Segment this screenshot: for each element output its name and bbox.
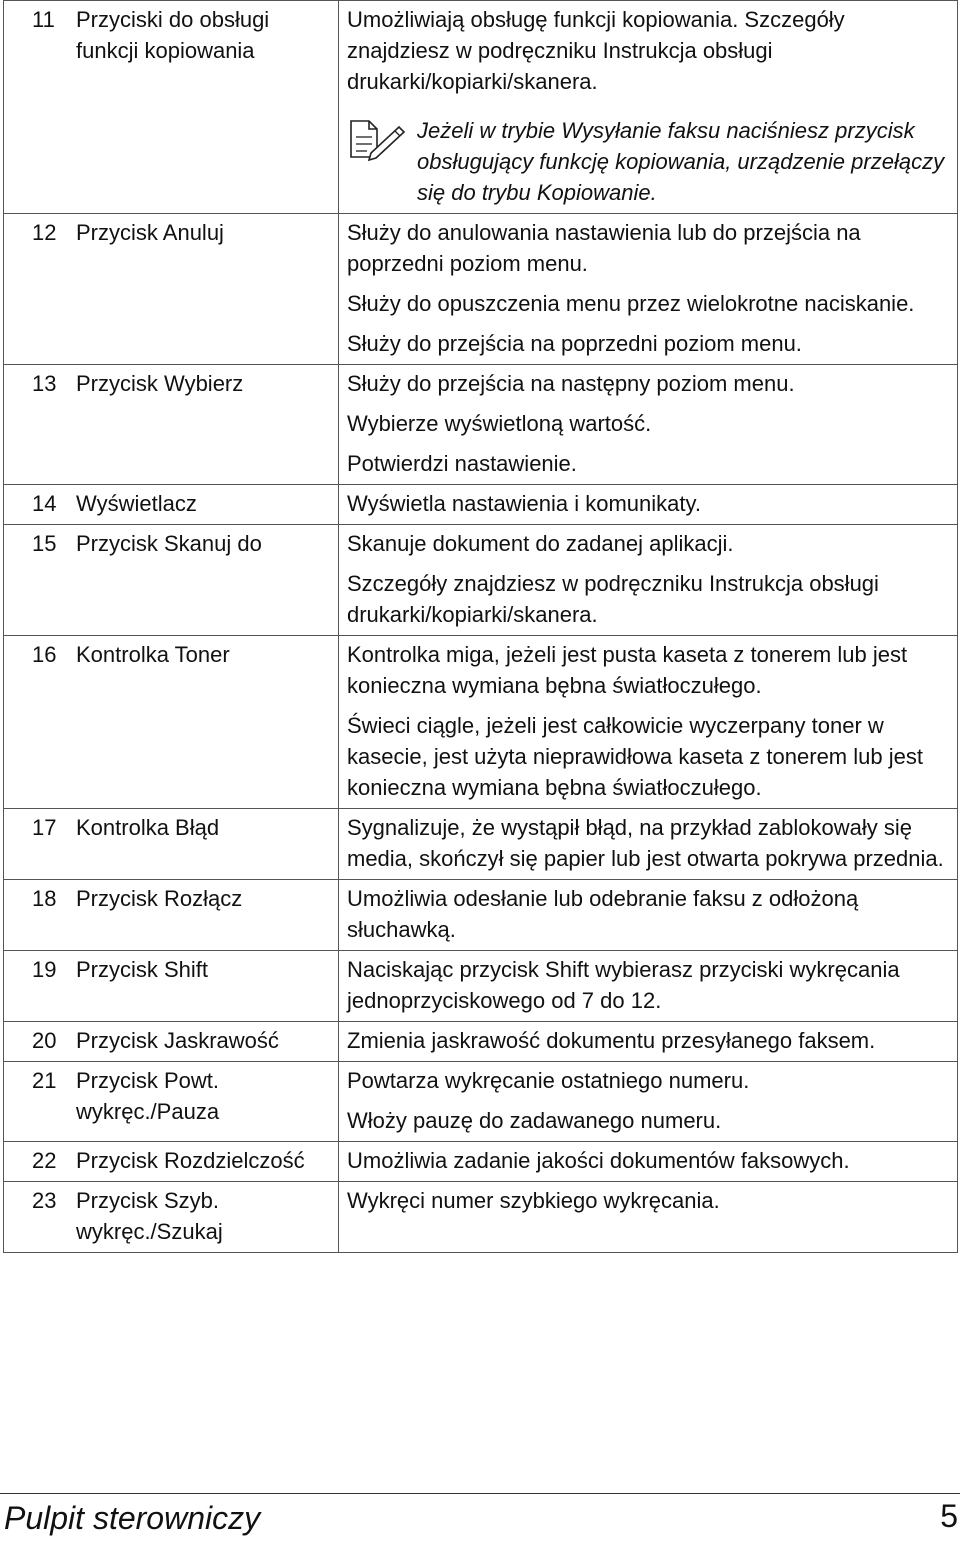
description-cell	[339, 214, 958, 365]
description-cell	[339, 1, 958, 214]
item-cell	[4, 809, 339, 880]
item-cell	[4, 1, 339, 214]
item-cell	[4, 1022, 339, 1062]
item-name: Przycisk Shift	[76, 957, 209, 982]
description-text: Sygnalizuje, że wystąpił błąd, na przykład zablokowały się media, skończył się papier lub jest otwarta pokrywa przednia.	[347, 815, 944, 871]
item-cell	[4, 485, 339, 525]
description-text: Potwierdzi nastawienie.	[347, 451, 577, 476]
item-number: 13	[32, 371, 57, 396]
description-text: Skanuje dokument do zadanej aplikacji.	[347, 531, 734, 556]
table-row	[4, 485, 958, 525]
description-cell	[339, 525, 958, 636]
description-text: Umożliwia zadanie jakości dokumentów faksowych.	[347, 1148, 850, 1173]
item-cell	[4, 1062, 339, 1142]
table-row	[4, 636, 958, 809]
item-name: Przycisk Rozłącz	[76, 886, 243, 911]
description-text: Naciskając przycisk Shift wybierasz przyciski wykręcania jednoprzyciskowego od 7 do 12.	[347, 957, 900, 1013]
description-text: Służy do przejścia na następny poziom menu.	[347, 371, 795, 396]
footer-page-number: 5	[940, 1498, 958, 1534]
description-cell	[339, 485, 958, 525]
item-number: 12	[32, 220, 57, 245]
description-cell	[339, 365, 958, 485]
table-row	[4, 365, 958, 485]
description-text: Kontrolka miga, jeżeli jest pusta kaseta z tonerem lub jest konieczna wymiana bębna światłoczułego.	[347, 642, 908, 698]
item-cell	[4, 525, 339, 636]
pencil-note-icon	[347, 117, 417, 163]
item-name: Przycisk Rozdzielczość	[76, 1148, 305, 1173]
description-cell	[339, 1182, 958, 1253]
note-text: Jeżeli w trybie Wysyłanie faksu naciśniesz przycisk obsługujący funkcję kopiowania, urządzenie przełączy się do trybu Kopiowanie.	[417, 118, 945, 205]
item-number: 18	[32, 886, 57, 911]
table-row	[4, 1062, 958, 1142]
item-number: 19	[32, 957, 57, 982]
item-number: 22	[32, 1148, 57, 1173]
description-text: Służy do anulowania nastawienia lub do przejścia na poprzedni poziom menu.	[347, 220, 861, 276]
description-text: Umożliwiają obsługę funkcji kopiowania. Szczegóły znajdziesz w podręczniku Instrukcja obsługi drukarki/kopiarki/skanera.	[347, 7, 845, 94]
item-name: Kontrolka Błąd	[76, 815, 220, 840]
description-text: Szczegóły znajdziesz w podręczniku Instrukcja obsługi drukarki/kopiarki/skanera.	[347, 571, 879, 627]
description-cell	[339, 1022, 958, 1062]
description-cell	[339, 1062, 958, 1142]
item-name: Przycisk Jaskrawość	[76, 1028, 279, 1053]
description-text: Świeci ciągle, jeżeli jest całkowicie wyczerpany toner w kasecie, jest użyta nieprawidłowa kaseta z tonerem lub jest konieczna wymiana bębna światłoczułego.	[347, 713, 923, 800]
item-name: Przycisk Wybierz	[76, 371, 244, 396]
item-cell	[4, 636, 339, 809]
description-text: Służy do opuszczenia menu przez wielokrotne naciskanie.	[347, 291, 915, 316]
item-number: 15	[32, 531, 57, 556]
footer-divider	[0, 1493, 960, 1494]
table-row	[4, 1182, 958, 1253]
table-row	[4, 809, 958, 880]
item-number: 11	[32, 7, 55, 32]
item-name: Przycisk Skanuj do	[76, 531, 262, 556]
description-text: Wyświetla nastawienia i komunikaty.	[347, 491, 701, 516]
description-text: Służy do przejścia na poprzedni poziom menu.	[347, 331, 802, 356]
description-text: Umożliwia odesłanie lub odebranie faksu z odłożoną słuchawką.	[347, 886, 859, 942]
table-row	[4, 880, 958, 951]
item-number: 21	[32, 1068, 57, 1093]
item-name: Przycisk Anuluj	[76, 220, 224, 245]
item-cell	[4, 1182, 339, 1253]
item-name: Kontrolka Toner	[76, 642, 230, 667]
item-name: Przycisk Powt. wykręc./Pauza	[76, 1068, 220, 1124]
item-cell	[4, 880, 339, 951]
description-text: Wykręci numer szybkiego wykręcania.	[347, 1188, 720, 1213]
controls-table-body	[4, 1, 958, 1253]
description-text: Wybierze wyświetloną wartość.	[347, 411, 652, 436]
footer-section-title: Pulpit sterowniczy	[4, 1500, 261, 1536]
item-name: Przycisk Szyb. wykręc./Szukaj	[76, 1188, 223, 1244]
description-text: Powtarza wykręcanie ostatniego numeru.	[347, 1068, 750, 1093]
description-text: Włoży pauzę do zadawanego numeru.	[347, 1108, 722, 1133]
table-row	[4, 951, 958, 1022]
controls-table	[3, 0, 958, 1253]
item-cell	[4, 1142, 339, 1182]
item-cell	[4, 214, 339, 365]
description-cell	[339, 636, 958, 809]
table-row	[4, 1142, 958, 1182]
note-block	[347, 115, 949, 208]
item-name: Wyświetlacz	[76, 491, 197, 516]
item-name: Przyciski do obsługi funkcji kopiowania	[76, 7, 270, 63]
description-cell	[339, 1142, 958, 1182]
description-text: Zmienia jaskrawość dokumentu przesyłanego faksem.	[347, 1028, 876, 1053]
description-cell	[339, 951, 958, 1022]
item-number: 14	[32, 491, 57, 516]
table-row	[4, 1022, 958, 1062]
item-number: 17	[32, 815, 57, 840]
description-cell	[339, 809, 958, 880]
table-row	[4, 214, 958, 365]
item-number: 16	[32, 642, 57, 667]
table-row	[4, 525, 958, 636]
item-number: 23	[32, 1188, 57, 1213]
item-cell	[4, 365, 339, 485]
item-number: 20	[32, 1028, 57, 1053]
description-cell	[339, 880, 958, 951]
table-row	[4, 1, 958, 214]
item-cell	[4, 951, 339, 1022]
